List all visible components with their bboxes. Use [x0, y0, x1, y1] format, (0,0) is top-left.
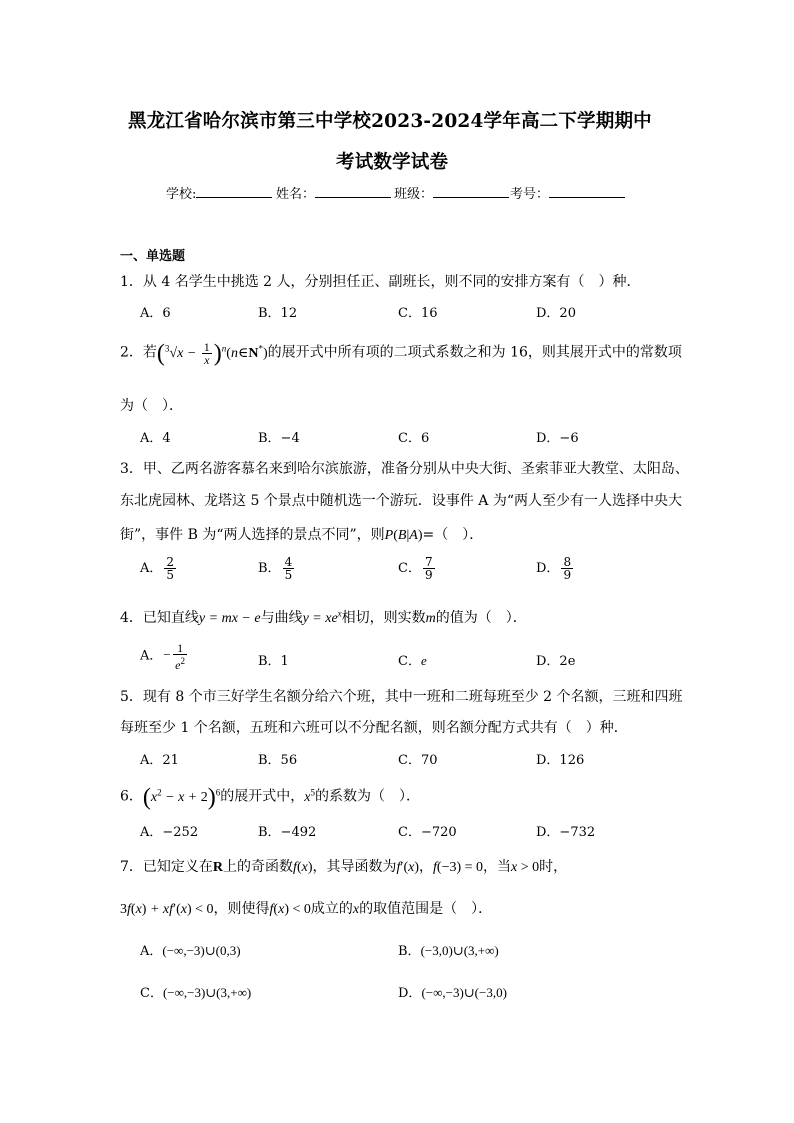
q3-line3-end: =（ ）． [422, 527, 484, 543]
q3-option-a: A． $\frac{2}{5}$ [140, 555, 175, 582]
question-4-text: 4．已知直线y = mx − e与曲线$y = xe^x$相切，则实数m的值为（ ）． [120, 608, 527, 626]
q3-option-c: C． $\frac{7}{9}$ [398, 555, 433, 582]
q4-option-b: B．1 [258, 654, 289, 669]
q2-binomial-expression: ($^3$√x − $\frac{1}{x}$ )$^n$(n∈N*) [156, 340, 268, 367]
q2-prefix: 2．若 [120, 344, 157, 361]
q7-option-a: A．(−∞,−3)∪(0,3) [140, 943, 241, 959]
q4-option-c: C．e [398, 653, 427, 669]
q2-option-b: B．−4 [258, 431, 300, 446]
q2-option-a: A．4 [140, 431, 171, 446]
q2-option-c: C．6 [398, 431, 430, 446]
q6-term: $x^5$ [304, 787, 315, 805]
number-blank[interactable] [549, 183, 625, 198]
q5-option-b: B．56 [258, 753, 298, 768]
q2-suffix: 的展开式中所有项的二项式系数之和为 16，则其展开式中的常数项 [267, 344, 682, 361]
q6-option-a: A．−252 [140, 825, 199, 840]
class-field [394, 183, 509, 202]
question-2-line2: 为（ ）． [120, 398, 183, 414]
name-blank[interactable] [315, 183, 391, 198]
question-7-line1: 7．已知定义在R上的奇函数f(x)，其导函数为f′(x)，f(−3) = 0，当x > 0时， [120, 859, 568, 875]
question-7-line2: 3f(x) + xf′(x) < 0，则使得f(x) < 0成立的x的取值范围是（ ）． [120, 901, 493, 917]
q1-option-c: C．16 [398, 306, 438, 321]
q4-option-d: D．2e [536, 654, 576, 669]
q4-variable-m: m [425, 611, 436, 626]
question-1-text: 1．从 4 名学生中挑选 2 人，分别担任正、副班长，则不同的安排方案有（ ）种． [120, 274, 641, 290]
q1-option-d: D．20 [536, 306, 576, 321]
question-5-line1: 5．现有 8 个市三好学生名额分给六个班，其中一班和二班每班至少 2 个名额，三班和四班 [120, 689, 683, 705]
exam-title-line1: 黑龙江省哈尔滨市第三中学校2023-2024学年高二下学期期中 [128, 111, 652, 132]
school-blank[interactable] [196, 183, 272, 198]
q6-option-b: B．−492 [258, 825, 317, 840]
q3-line3-start: 街”，事件 B 为“两人选择的景点不同”，则 [120, 527, 385, 543]
class-label: 班级： [394, 187, 434, 202]
question-6-text: 6．$(x^2 - x + 2)^6$的展开式中，$x^5$的系数为（ ）． [120, 784, 420, 810]
number-label: 考号： [510, 187, 550, 202]
exam-title-line2: 考试数学试卷 [336, 152, 449, 173]
q7-option-b: B．(−3,0)∪(3,+∞) [398, 943, 499, 959]
name-field [276, 183, 391, 202]
q1-option-a: A．6 [140, 306, 171, 321]
q7-option-d: D．(−∞,−3)∪(−3,0) [398, 985, 507, 1001]
q3-option-b: B． $\frac{4}{5}$ [258, 555, 293, 582]
q5-option-d: D．126 [536, 753, 585, 768]
class-blank[interactable] [433, 183, 509, 198]
q5-option-c: C．70 [398, 753, 438, 768]
q4-curve-equation: $y = xe^x$ [302, 608, 342, 626]
q6-polynomial: $(x^2 - x + 2)^6$ [142, 784, 221, 810]
number-field [510, 183, 625, 202]
q4-option-a: A．− $\frac{1}{e^2}$ [140, 641, 185, 672]
question-3-line1: 3．甲、乙两名游客慕名来到哈尔滨旅游，准备分别从中央大街、圣索菲亚大教堂、太阳岛、 [120, 461, 689, 477]
q2-option-d: D．−6 [536, 431, 579, 446]
q5-option-a: A．21 [140, 753, 179, 768]
q3-probability-expression: P(B|A) [384, 528, 423, 543]
question-3-line3 [120, 524, 483, 544]
question-5-line2: 每班至少 1 个名额，五班和六班可以不分配名额，则名额分配方式共有（ ）种． [120, 720, 628, 736]
q7-option-c: C．(−∞,−3)∪(3,+∞) [140, 985, 252, 1001]
school-field [166, 183, 272, 202]
question-2-line1 [120, 340, 682, 367]
q1-option-b: B．12 [258, 306, 298, 321]
question-3-line2: 东北虎园林、龙塔这 5 个景点中随机选一个游玩．设事件 A 为“两人至少有一人选择中央大 [120, 493, 682, 509]
q6-option-d: D．−732 [536, 825, 596, 840]
name-label: 姓名： [276, 187, 316, 202]
q6-option-c: C．−720 [398, 825, 457, 840]
q4-line-equation: y = mx − e [198, 611, 261, 626]
section-heading: 一、单选题 [120, 249, 186, 264]
q3-option-d: D． $\frac{8}{9}$ [536, 555, 572, 582]
school-label: 学校: [166, 187, 197, 202]
